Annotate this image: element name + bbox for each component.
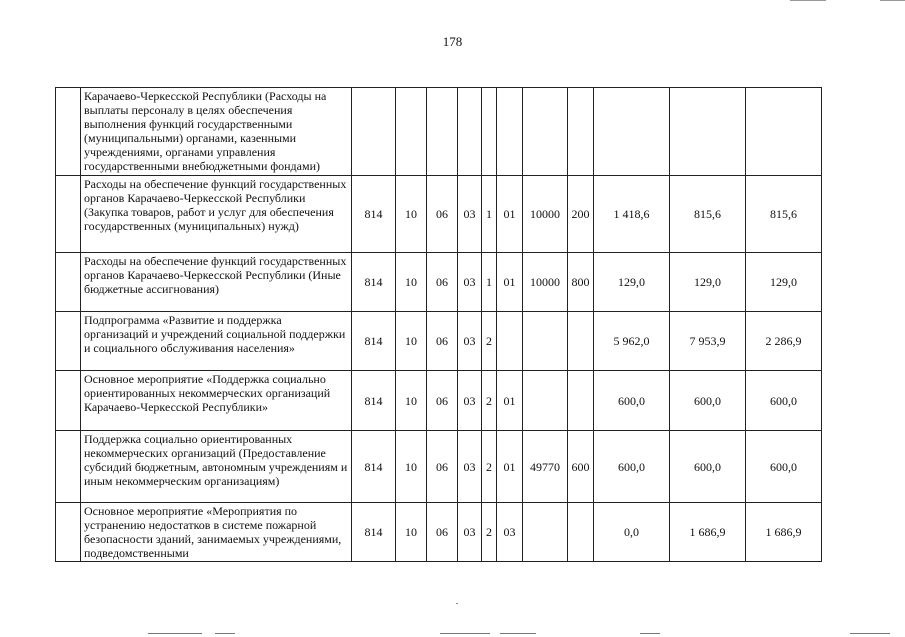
scan-footer-marks <box>0 630 905 637</box>
section-code: 10 <box>396 431 427 503</box>
table-row <box>56 503 822 562</box>
row-number-cell <box>56 176 81 253</box>
section-code: 10 <box>396 503 427 562</box>
amount-year-1: 5 962,0 <box>594 312 670 371</box>
program-code: 03 <box>458 176 482 253</box>
section-code: 10 <box>396 253 427 312</box>
program-code: 03 <box>458 431 482 503</box>
page-number: 178 <box>442 34 463 49</box>
subprogram-code: 2 <box>482 312 497 371</box>
row-number-cell <box>56 431 81 503</box>
expense-type-code: 800 <box>568 253 594 312</box>
subprogram-code: 2 <box>482 371 497 431</box>
expense-type-code: 200 <box>568 176 594 253</box>
row-name: Поддержка социально ориентированных некоммерческих организаций (Предоставление субсидий бюджетным, автономным учреждениям и иным некоммерческим организациям) <box>81 431 352 503</box>
ministry-code: 814 <box>352 431 396 503</box>
amount-year-2: 1 686,9 <box>670 503 746 562</box>
subsection-code: 06 <box>427 371 458 431</box>
row-name: Основное мероприятие «Поддержка социально ориентированных некоммерческих организаций Карачаево-Черкесской Республики» <box>81 371 352 431</box>
row-number-cell <box>56 503 81 562</box>
row-name: Расходы на обеспечение функций государственных органов Карачаево-Черкесской Республики (Закупка товаров, работ и услуг для обеспечения государственных (муниципальных) нужд) <box>81 176 352 253</box>
amount-year-2: 600,0 <box>670 371 746 431</box>
direction-code: 10000 <box>523 253 568 312</box>
ministry-code: 814 <box>352 503 396 562</box>
section-code <box>396 88 427 176</box>
row-name: Подпрограмма «Развитие и поддержка организаций и учреждений социальной поддержки и социального обслуживания населения» <box>81 312 352 371</box>
program-code: 03 <box>458 312 482 371</box>
expense-type-code <box>568 88 594 176</box>
table-row <box>56 253 822 312</box>
amount-year-3: 2 286,9 <box>746 312 822 371</box>
amount-year-1 <box>594 88 670 176</box>
program-code: 03 <box>458 503 482 562</box>
subsection-code: 06 <box>427 503 458 562</box>
direction-code <box>523 503 568 562</box>
measure-code: 01 <box>497 431 523 503</box>
ministry-code: 814 <box>352 312 396 371</box>
subprogram-code: 2 <box>482 431 497 503</box>
budget-table <box>55 87 822 562</box>
subsection-code: 06 <box>427 312 458 371</box>
row-number-cell <box>56 88 81 176</box>
ministry-code: 814 <box>352 176 396 253</box>
section-code: 10 <box>396 312 427 371</box>
amount-year-3: 600,0 <box>746 431 822 503</box>
ministry-code: 814 <box>352 253 396 312</box>
amount-year-3: 1 686,9 <box>746 503 822 562</box>
amount-year-2: 129,0 <box>670 253 746 312</box>
row-number-cell <box>56 371 81 431</box>
program-code <box>458 88 482 176</box>
amount-year-1: 600,0 <box>594 371 670 431</box>
row-name: Основное мероприятие «Мероприятия по устранению недостатков в системе пожарной безопасности зданий, занимаемых учреждениями, подведомственными <box>81 503 352 562</box>
direction-code: 10000 <box>523 176 568 253</box>
amount-year-3: 600,0 <box>746 371 822 431</box>
ministry-code <box>352 88 396 176</box>
measure-code: 03 <box>497 503 523 562</box>
expense-type-code <box>568 371 594 431</box>
amount-year-1: 1 418,6 <box>594 176 670 253</box>
amount-year-3: 129,0 <box>746 253 822 312</box>
direction-code <box>523 371 568 431</box>
expense-type-code: 600 <box>568 431 594 503</box>
subprogram-code: 1 <box>482 253 497 312</box>
measure-code: 01 <box>497 176 523 253</box>
subprogram-code: 2 <box>482 503 497 562</box>
amount-year-1: 129,0 <box>594 253 670 312</box>
row-name: Карачаево-Черкесской Республики (Расходы на выплаты персоналу в целях обеспечения выполнения функций государственными (муниципальными) органами, казенными учреждениями, органами управления государственными внебюджетными фондами) <box>81 88 352 176</box>
subprogram-code: 1 <box>482 176 497 253</box>
table-row <box>56 88 822 176</box>
amount-year-1: 600,0 <box>594 431 670 503</box>
table-row <box>56 176 822 253</box>
program-code: 03 <box>458 371 482 431</box>
row-number-cell <box>56 312 81 371</box>
subprogram-code <box>482 88 497 176</box>
amount-year-3 <box>746 88 822 176</box>
section-code: 10 <box>396 371 427 431</box>
amount-year-2: 7 953,9 <box>670 312 746 371</box>
direction-code: 49770 <box>523 431 568 503</box>
measure-code <box>497 312 523 371</box>
table-row <box>56 431 822 503</box>
amount-year-2: 600,0 <box>670 431 746 503</box>
expense-type-code <box>568 312 594 371</box>
row-number-cell <box>56 253 81 312</box>
expense-type-code <box>568 503 594 562</box>
subsection-code: 06 <box>427 431 458 503</box>
measure-code <box>497 88 523 176</box>
subsection-code: 06 <box>427 253 458 312</box>
amount-year-2 <box>670 88 746 176</box>
table-row <box>56 312 822 371</box>
program-code: 03 <box>458 253 482 312</box>
scan-speck <box>456 603 458 604</box>
amount-year-3: 815,6 <box>746 176 822 253</box>
amount-year-1: 0,0 <box>594 503 670 562</box>
section-code: 10 <box>396 176 427 253</box>
amount-year-2: 815,6 <box>670 176 746 253</box>
direction-code <box>523 312 568 371</box>
subsection-code: 06 <box>427 176 458 253</box>
subsection-code <box>427 88 458 176</box>
ministry-code: 814 <box>352 371 396 431</box>
measure-code: 01 <box>497 253 523 312</box>
measure-code: 01 <box>497 371 523 431</box>
direction-code <box>523 88 568 176</box>
row-name: Расходы на обеспечение функций государственных органов Карачаево-Черкесской Республики (Иные бюджетные ассигнования) <box>81 253 352 312</box>
table-row <box>56 371 822 431</box>
